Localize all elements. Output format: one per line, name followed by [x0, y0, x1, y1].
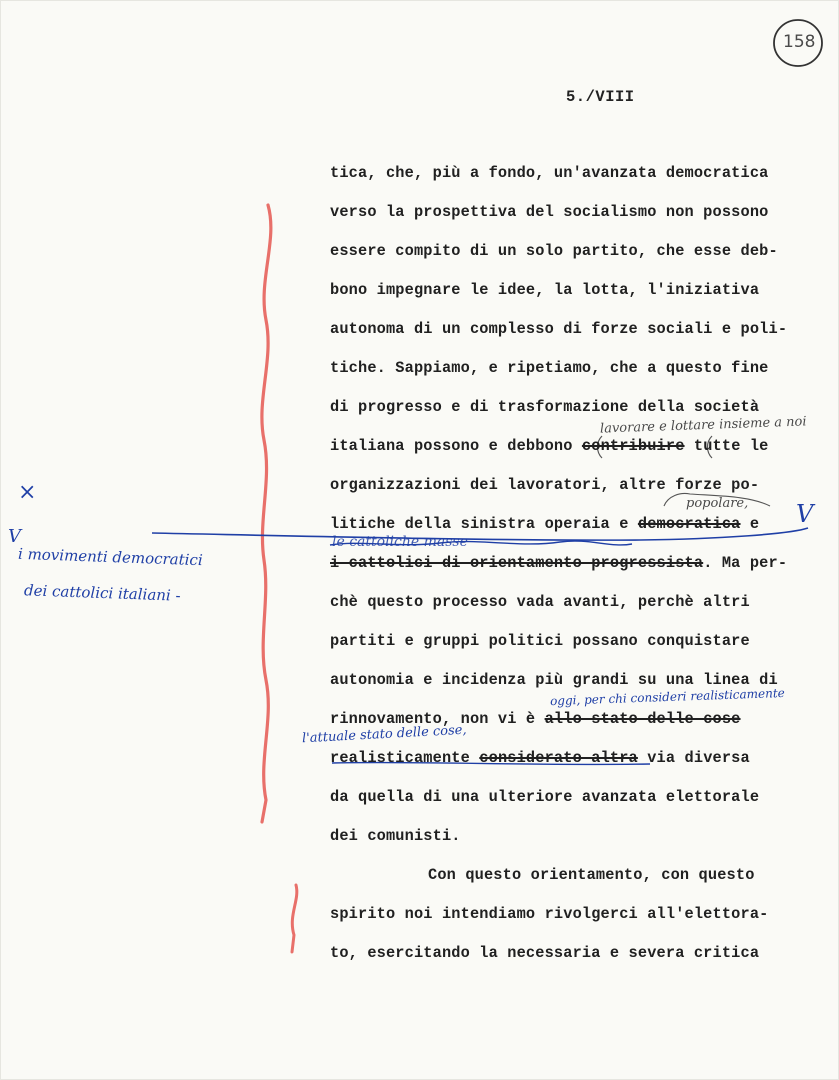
paragraph2-line-3: to, esercitando la necessaria e severa critica — [330, 944, 760, 962]
body-line-6: tiche. Sappiamo, e ripetiamo, che a questo fine — [330, 359, 769, 377]
red-margin-bracket — [262, 205, 271, 822]
body-line-18: dei comunisti. — [330, 827, 461, 845]
insert-cattolici: le cattoliche masse — [332, 534, 468, 550]
margin-attuale: l'attuale stato delle cose, — [301, 722, 467, 747]
body-line-4: bono impegnare le idee, la lotta, l'iniziativa — [330, 281, 760, 299]
deleted-text: considerato altra — [479, 749, 638, 767]
margin-movimenti-line1: i movimenti democratici — [17, 544, 203, 570]
insert-popolare: popolare, — [686, 496, 749, 511]
insert-lavorare: lavorare e lottare insieme a noi — [599, 414, 807, 437]
folio-number: 158 — [783, 32, 816, 52]
body-line-1: tica, che, più a fondo, un'avanzata democratica — [330, 164, 769, 182]
mark-v-right: V — [796, 500, 814, 528]
paragraph2-line-1: Con questo orientamento, con questo — [428, 866, 755, 884]
body-line-11: i cattolici di orientamento progressista. Ma per- — [330, 554, 788, 572]
deleted-text: democratica — [637, 515, 741, 533]
deleted-text: allo stato delle cose — [544, 710, 741, 728]
margin-movimenti-line2: dei cattolici italiani - — [23, 581, 181, 605]
body-line-8: italiana possono e debbono contribuire tutte le — [330, 437, 769, 455]
body-line-7: di progresso e di trasformazione della società — [330, 398, 760, 416]
mark-x: × — [18, 480, 37, 505]
body-line-2: verso la prospettiva del socialismo non possono — [330, 203, 769, 221]
body-line-10: litiche della sinistra operaia e democratica e — [330, 515, 760, 533]
paragraph2-line-2: spirito noi intendiamo rivolgerci all'elettora- — [330, 905, 769, 923]
body-line-3: essere compito di un solo partito, che esse deb- — [330, 242, 778, 260]
body-line-17: da quella di una ulteriore avanzata elettorale — [330, 788, 760, 806]
body-line-13: partiti e gruppi politici possano conquistare — [330, 632, 750, 650]
body-line-5: autonoma di un complesso di forze sociali e poli- — [330, 320, 788, 338]
deleted-text: contribuire — [581, 437, 685, 455]
body-line-14: autonomia e incidenza più grandi su una linea di — [330, 671, 778, 689]
body-line-15: rinnovamento, non vi è allo stato delle cose — [330, 710, 741, 728]
deleted-text: i cattolici di orientamento progressista — [330, 554, 704, 572]
mark-v-left: V — [8, 526, 21, 547]
red-margin-mark-lower — [292, 885, 297, 952]
body-line-9: organizzazioni dei lavoratori, altre forze po- — [330, 476, 760, 494]
insert-oggi: oggi, per chi consideri realisticamente — [549, 685, 786, 709]
body-line-12: chè questo processo vada avanti, perchè altri — [330, 593, 750, 611]
page-number: 5./VIII — [566, 88, 635, 106]
body-line-16: realisticamente considerato altra via diversa — [330, 749, 750, 767]
